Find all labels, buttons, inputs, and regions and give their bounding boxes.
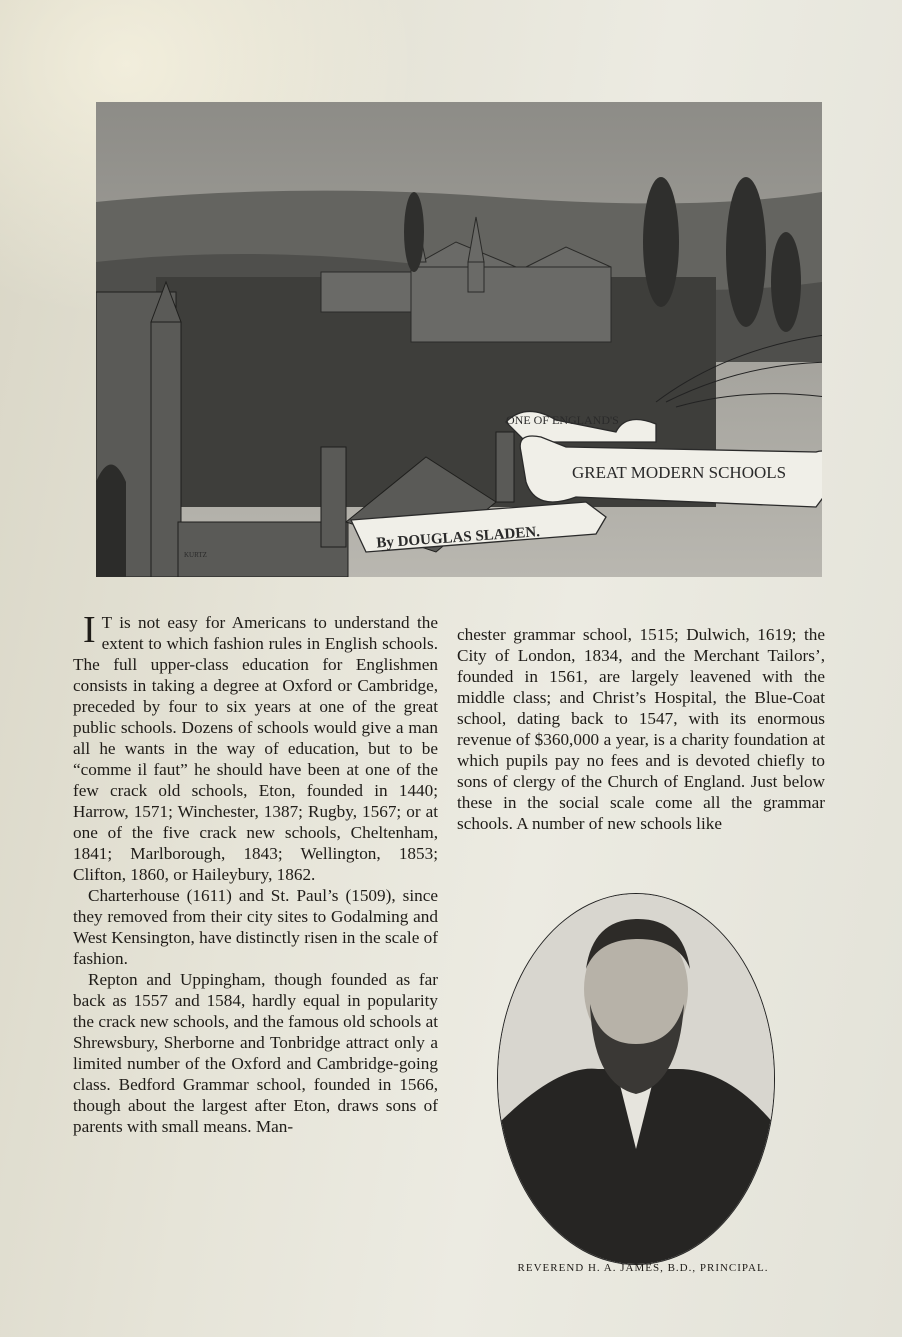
drop-cap: I	[83, 609, 96, 651]
principal-portrait	[497, 893, 775, 1265]
byline: By DOUGLAS SLADEN.	[375, 524, 541, 552]
banner-line2: GREAT MODERN SCHOOLS	[572, 463, 787, 482]
article-left-column	[73, 609, 438, 1137]
article-paragraph-1	[73, 609, 438, 885]
school-engraving-illustration	[96, 102, 822, 577]
paragraph-1-text: T is not easy for Americans to understand the extent to which fashion rules in English schools. The full upper-class education for Englishmen consists in taking a degree at Oxford or Cambridge, preceded by four to six years at one of the great public schools. Dozens of schools would give a man all he wants in the way of education, but to be “comme il faut” he should have been at one of the few crack old schools, Eton, founded in 1440; Harrow, 1571; Winchester, 1387; Rugby, 1567; or at one of the five crack new schools, Cheltenham, 1841; Marlborough, 1843; Wellington, 1853; Clifton, 1860, or Haileybury, 1862.	[73, 613, 438, 884]
portrait-caption: REVEREND H. A. JAMES, B.D., PRINCIPAL.	[517, 1262, 769, 1274]
artist-signature: KURTZ	[184, 551, 207, 559]
banner-line1: ONE OF ENGLAND'S	[506, 413, 619, 427]
article-paragraph-3: Repton and Uppingham, though founded as far back as 1557 and 1584, hardly equal in popularity the crack new schools, and the famous old schools at Shrewsbury, Sherborne and Tonbridge attract only a limited number of the Oxford and Cambridge-going class. Bedford Grammar school, founded in 1566, though about the largest after Eton, draws sons of parents with small means. Man-	[73, 970, 438, 1136]
article-right-column	[457, 624, 825, 834]
article-paragraph-2: Charterhouse (1611) and St. Paul’s (1509), since they removed from their city sites to Godalming and West Kensington, have distinctly risen in the scale of fashion.	[73, 886, 438, 968]
article-paragraph-continued: chester grammar school, 1515; Dulwich, 1619; the City of London, 1834, and the Merchant Tailors’, founded in 1561, are largely leavened with the middle class; and Christ’s Hospital, the Blue-Coat school, dating back to 1547, with its enormous revenue of $360,000 a year, is a charity foundation at which pupils pay no fees and is devoted chiefly to sons of clergy of the Church of England. Just below these in the social scale come all the grammar schools. A number of new schools like	[457, 625, 825, 833]
